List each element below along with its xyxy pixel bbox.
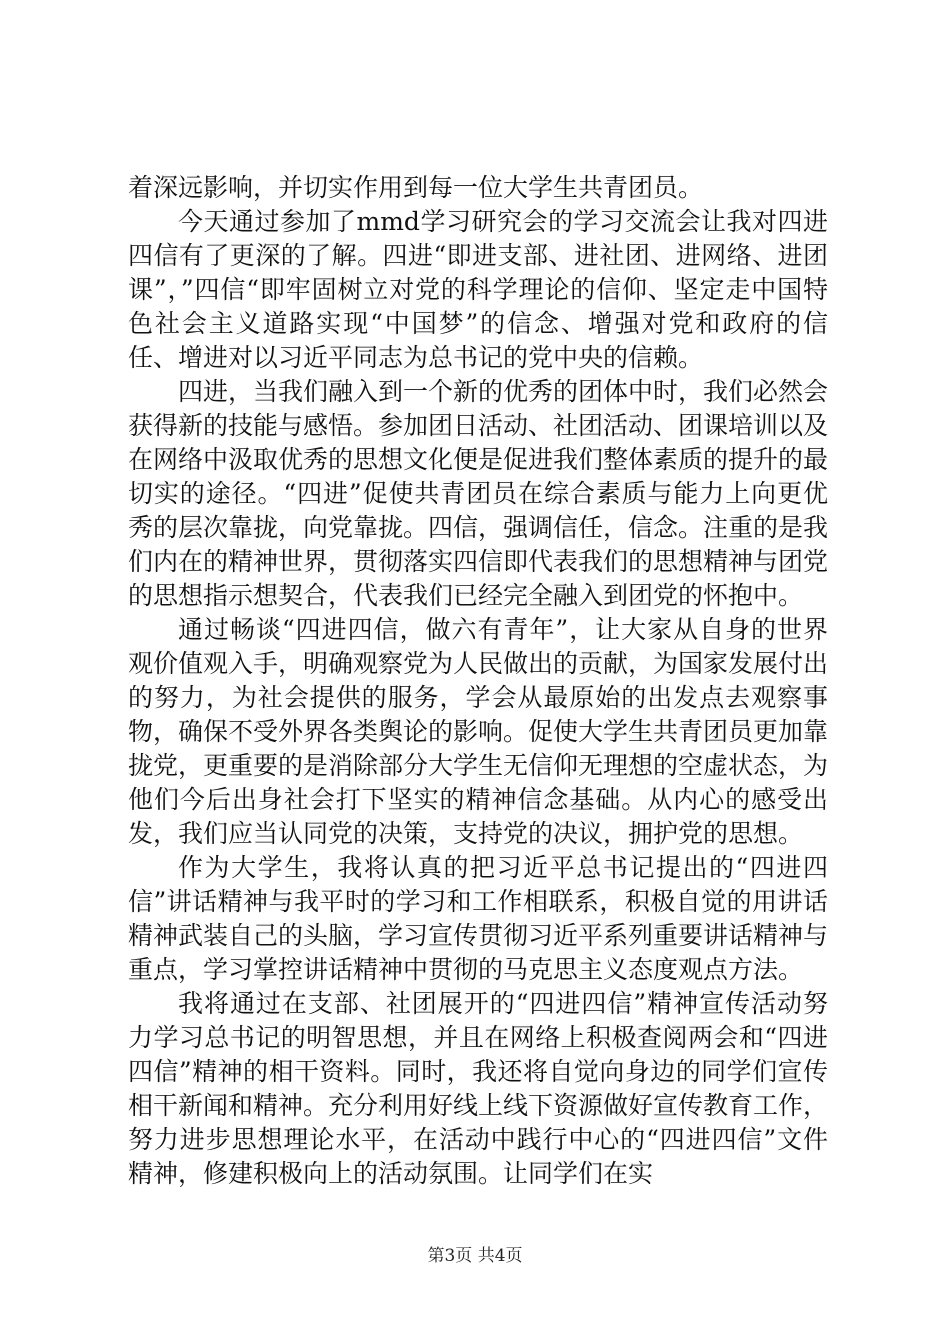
page-number-footer: 第3页 共4页 (427, 1246, 523, 1266)
document-body (128, 171, 828, 1191)
paragraph-four-advances: 四进，当我们融入到一个新的优秀的团体中时，我们必然会获得新的技能与感悟。参加团日活动、社团活动、团课培训以及在网络中汲取优秀的思想文化便是促进我们整体素质的提升的最切实的途径。“四进”促使共青团员在综合素质与能力上向更优秀的层次靠拢，向党靠拢。四信，强调信任，信念。注重的是我们内在的精神世界，贯彻落实四信即代表我们的思想精神与团党的思想指示想契合，代表我们已经完全融入到团党的怀抱中。 (128, 377, 829, 610)
paragraph-study-meeting: 今天通过参加了mmd学习研究会的学习交流会让我对四进四信有了更深的了解。四进“即进支部、进社团、进网络、进团课”，”四信“即牢固树立对党的科学理论的信仰、坚定走中国特色社会主义道路实现“中国梦”的信念、增强对党和政府的信任、增进对以习近平同志为总书记的党中央的信赖。 (128, 207, 828, 372)
paragraph-action-plan: 我将通过在支部、社团展开的“四进四信”精神宣传活动努力学习总书记的明智思想，并且在网络上积极查阅两会和“四进四信”精神的相干资料。同时，我还将自觉向身边的同学们宣传相干新闻和精神。充分利用好线上线下资源做好宣传教育工作，努力进步思想理论水平，在活动中践行中心的“四进四信”文件精神，修建积极向上的活动氛围。让同学们在实 (128, 989, 829, 1188)
paragraph-discussion: 通过畅谈“四进四信，做六有青年”，让大家从自身的世界观价值观入手，明确观察党为人民做出的贡献，为国家发展付出的努力，为社会提供的服务，学会从最原始的出发点去观察事物，确保不受外界各类舆论的影响。促使大学生共青团员更加靠拢党，更重要的是消除部分大学生无信仰无理想的空虚状态，为他们今后出身社会打下坚实的精神信念基础。从内心的感受出发，我们应当认同党的决策，支持党的决议，拥护党的思想。 (128, 615, 829, 848)
paragraph-as-student: 作为大学生，我将认真的把习近平总书记提出的“四进四信”讲话精神与我平时的学习和工作相联系，积极自觉的用讲话精神武装自己的头脑，学习宣传贯彻习近平系列重要讲话精神与重点，学习掌控讲话精神中贯彻的马克思主义态度观点方法。 (128, 853, 829, 984)
paragraph-continuation: 着深远影响，并切实作用到每一位大学生共青团员。 (128, 173, 704, 202)
